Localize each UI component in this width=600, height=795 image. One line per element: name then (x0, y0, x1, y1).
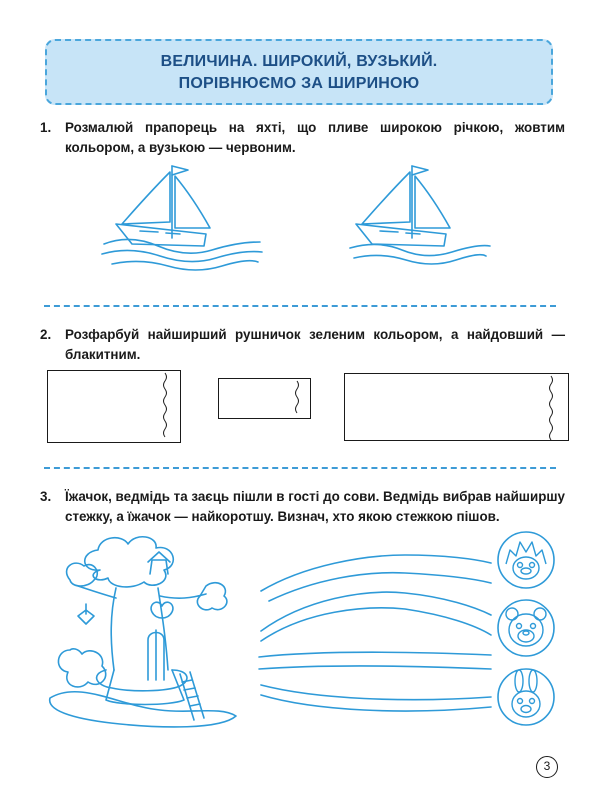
section-divider (44, 467, 556, 469)
boat-flag (172, 166, 188, 175)
task-2-number: 2. (40, 327, 52, 342)
lesson-title-line-1: ВЕЛИЧИНА. ШИРОКИЙ, ВУЗЬКИЙ. (160, 53, 438, 70)
hedgehog-icon[interactable] (496, 530, 556, 590)
sailboat-narrow-river-image (340, 158, 510, 278)
section-divider (44, 305, 556, 307)
task-2-text: Розфарбуй найширший рушничок зеленим кольором, а найдовший — блакитним. (65, 327, 565, 362)
towel-fringe (290, 379, 304, 420)
path-bottom[interactable] (259, 652, 491, 657)
forest-paths-image (255, 535, 495, 720)
task-2 (40, 325, 565, 367)
path-middle[interactable] (261, 592, 491, 631)
path-lowest (261, 695, 491, 711)
path-top (269, 573, 491, 601)
path-middle (261, 608, 491, 641)
task-1-text: Розмалюй прапорець на яхті, що пливе широкою річкою, жовтим кольором, а вузькою — червоним. (65, 120, 565, 155)
lesson-title-line-2: ПОРІВНЮЄМО ЗА ШИРИНОЮ (178, 75, 420, 92)
task-3-number: 3. (40, 489, 52, 504)
towel-long[interactable] (47, 370, 181, 443)
page-number: 3 (536, 756, 558, 778)
hare-icon[interactable] (496, 667, 556, 727)
towel-fringe (544, 374, 558, 442)
task-1-number: 1. (40, 120, 52, 135)
bear-icon[interactable] (496, 598, 556, 658)
towel-small[interactable] (218, 378, 311, 419)
boat-flag (412, 166, 428, 175)
path-lowest[interactable] (261, 685, 491, 700)
sailboat-wide-river-image (100, 158, 270, 278)
path-bottom (259, 666, 491, 669)
lesson-title-box (45, 39, 553, 105)
towel-wide[interactable] (344, 373, 569, 441)
towel-fringe (158, 371, 172, 444)
task-3 (40, 487, 565, 529)
task-3-text: Їжачок, ведмідь та заєць пішли в гості до сови. Ведмідь вибрав найширшу стежку, а їжачок — найкоротшу. Визнач, хто якою стежкою пішов. (65, 489, 565, 524)
task-1 (40, 118, 565, 160)
owl-tree-house-image (40, 530, 245, 735)
